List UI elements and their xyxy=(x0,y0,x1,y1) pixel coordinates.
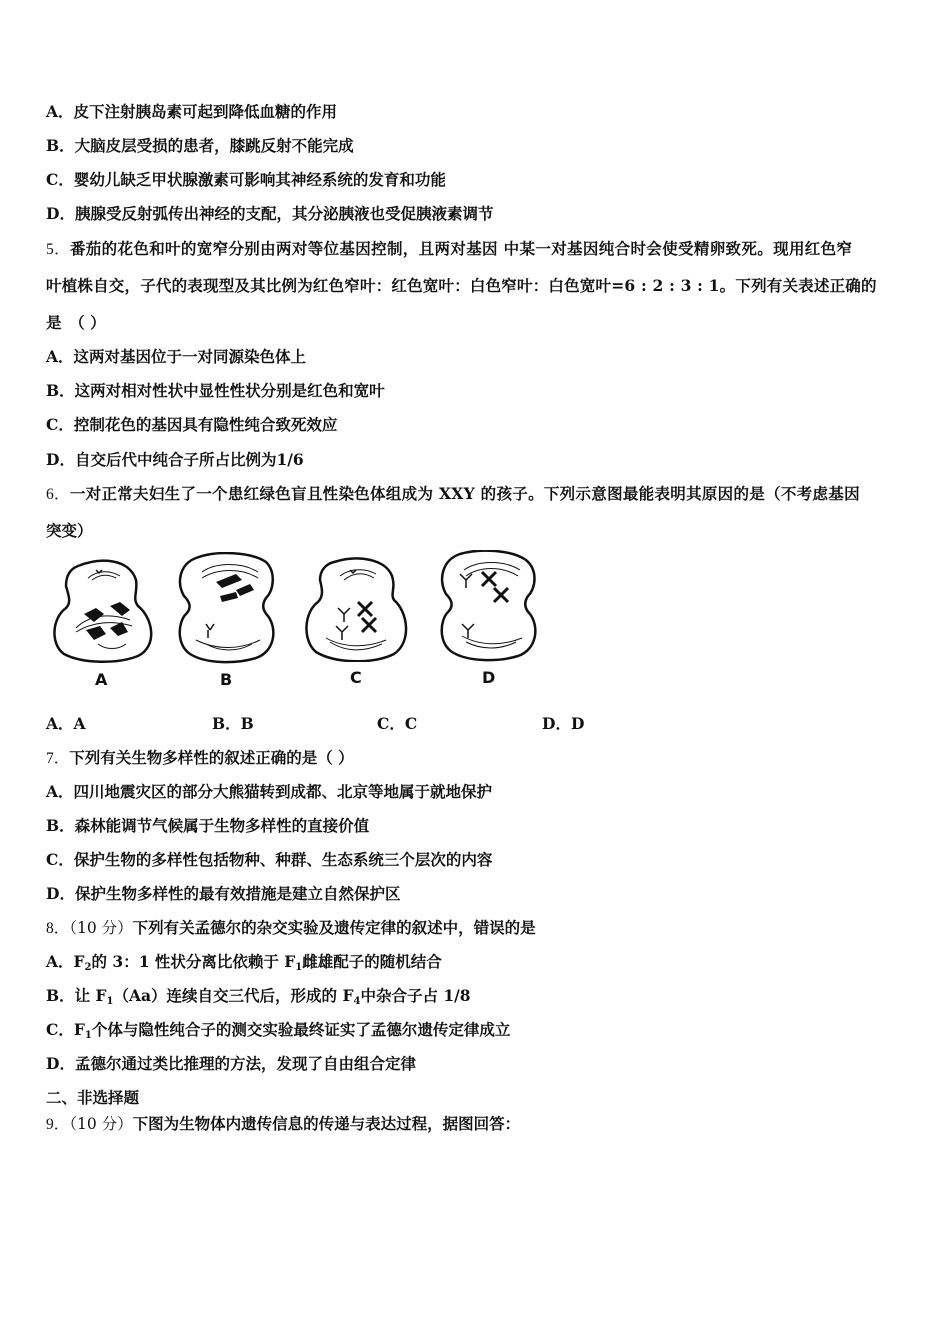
q5-stem-line3: 是 （ ） xyxy=(46,313,106,332)
q4-option-d: D．胰腺受反射弧传出神经的支配，其分泌胰液也受促胰液素调节 xyxy=(46,204,494,223)
q7-option-a: A．四川地震灾区的部分大熊猫转到成都、北京等地属于就地保护 xyxy=(46,782,493,801)
q6-number: 6． xyxy=(46,486,70,503)
figure-label-d: D xyxy=(482,668,496,687)
q9-number: 9． xyxy=(46,1116,70,1133)
q9-score: （10 分） xyxy=(69,1115,133,1133)
q4-option-a: A．皮下注射胰岛素可起到降低血糖的作用 xyxy=(46,102,338,121)
q5-option-d: D．自交后代中纯合子所占比例为1/6 xyxy=(46,450,304,469)
figure-label-c: C xyxy=(350,668,362,687)
q7-stem: 7．下列有关生物多样性的叙述正确的是（ ） xyxy=(46,748,354,767)
q9-stem: 9．（10 分）下图为生物体内遗传信息的传递与表达过程，据图回答： xyxy=(46,1114,521,1133)
q8-option-d: D．孟德尔通过类比推理的方法，发现了自由组合定律 xyxy=(46,1054,416,1073)
q5-option-a: A．这两对基因位于一对同源染色体上 xyxy=(46,347,307,366)
cell-diagram-c xyxy=(300,556,414,662)
cell-diagram-a xyxy=(48,556,160,664)
q8-stem: 8．（10 分）下列有关孟德尔的杂交实验及遗传定律的叙述中，错误的是 xyxy=(46,918,536,937)
q7-option-d: D．保护生物多样性的最有效措施是建立自然保护区 xyxy=(46,884,401,903)
cell-diagram-d xyxy=(438,550,542,662)
q7-number: 7． xyxy=(46,750,70,767)
q8-option-a: A．$F_2$的 3：1 性状分离比依赖于 $F_1$雌雄配子的随机结合 xyxy=(46,952,442,973)
q8-option-b: B．让 $F_1(Aa)$连续自交三代后，形成的 $F_4$中杂合子占 1/8 xyxy=(46,986,471,1007)
q7-option-b: B．森林能调节气候属于生物多样性的直接价值 xyxy=(46,816,370,835)
q5-option-b: B．这两对相对性状中显性性状分别是红色和宽叶 xyxy=(46,381,385,400)
q8-number: 8． xyxy=(46,920,70,937)
q6-option-b: B．B xyxy=(212,714,254,733)
q4-option-b: B．大脑皮层受损的患者，膝跳反射不能完成 xyxy=(46,136,354,155)
cell-diagram-b xyxy=(176,552,280,664)
q6-option-a: A．A xyxy=(46,714,86,733)
q5-number: 5． xyxy=(46,241,70,258)
q6-option-d: D．D xyxy=(542,714,585,733)
q6-stem-line2: 突变） xyxy=(46,521,93,540)
section-heading: 二、非选择题 xyxy=(46,1088,140,1107)
figure-label-b: B xyxy=(220,670,233,689)
q5-stem-line2: 叶植株自交，子代的表现型及其比例为红色窄叶：红色宽叶：白色窄叶：白色宽叶=6 : 2 : 3 : 1。下列有关表述正确的 xyxy=(46,276,877,295)
q7-option-c: C．保护生物的多样性包括物种、种群、生态系统三个层次的内容 xyxy=(46,850,493,869)
q5-stem-line1: 5．番茄的花色和叶的宽窄分别由两对等位基因控制，且两对基因 中某一对基因纯合时会使受精卵致死。现用红色窄 xyxy=(46,239,853,258)
q8-score: （10 分） xyxy=(69,919,133,937)
q8-option-c: C．$F_1$个体与隐性纯合子的测交实验最终证实了孟德尔遗传定律成立 xyxy=(46,1020,511,1041)
q6-option-c: C．C xyxy=(377,714,418,733)
q5-option-c: C．控制花色的基因具有隐性纯合致死效应 xyxy=(46,415,338,434)
figure-label-a: A xyxy=(95,670,108,689)
q4-option-c: C．婴幼儿缺乏甲状腺激素可影响其神经系统的发育和功能 xyxy=(46,170,446,189)
q6-stem-line1: 6．一对正常夫妇生了一个患红绿色盲且性染色体组成为 XXY 的孩子。下列示意图最能表明其原因的是（不考虑基因 xyxy=(46,484,860,503)
